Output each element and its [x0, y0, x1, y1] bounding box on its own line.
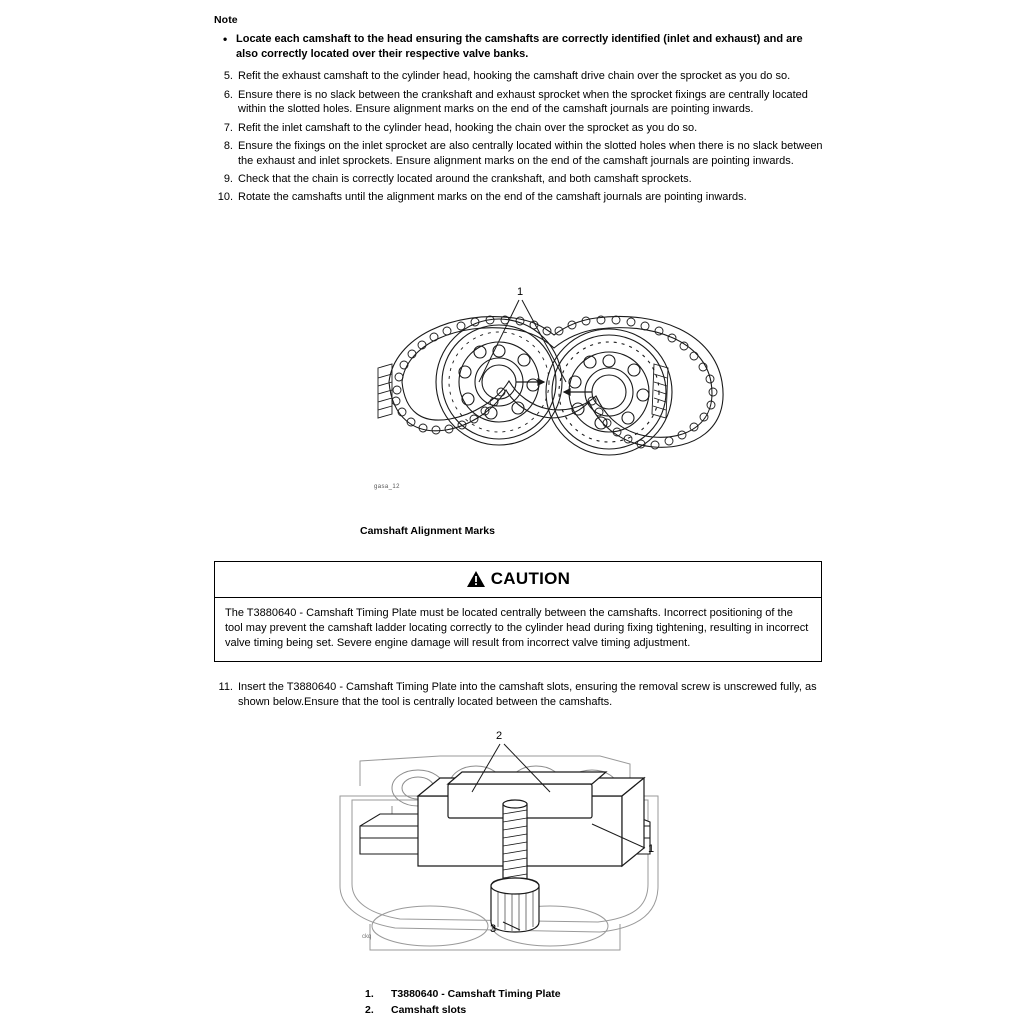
list-item	[214, 69, 824, 84]
caution-header	[215, 562, 821, 598]
figure2-legend	[365, 986, 815, 1019]
step-text: Refit the inlet camshaft to the cylinder head, hooking the chain over the sprocket as you do so.	[238, 121, 698, 134]
list-item	[214, 172, 824, 187]
timing-plate-diagram	[300, 726, 740, 956]
step-number: 10.	[217, 191, 233, 204]
step-number: 5.	[223, 70, 233, 83]
list-item	[214, 139, 824, 169]
step-number: 8.	[223, 139, 233, 152]
list-item: • Locate each camshaft to the head ensuring the camshafts are correctly identified (inlet and exhaust) and are also correctly located over their respective valve banks.	[236, 32, 824, 61]
figure1-caption: Camshaft Alignment Marks	[360, 525, 495, 537]
legend-number: 1.	[365, 988, 374, 1000]
step-text: Insert the T3880640 - Camshaft Timing Plate into the camshaft slots, ensuring the removal screw is unscrewed fully, as shown below.Ensure that the tool is centrally located between the camshafts.	[238, 681, 817, 708]
step-11-block	[214, 680, 824, 713]
figure2-callout-1: 1	[648, 843, 655, 855]
list-item	[214, 190, 824, 205]
figure1-callout-1: 1	[517, 286, 524, 298]
step-number: 9.	[223, 172, 233, 185]
step-text: Ensure there is no slack between the crankshaft and exhaust sprocket when the sprocket fixings are centrally located within the slotted holes. Ensure alignment marks on the end of the camshaft journals are pointing inwards.	[238, 88, 808, 116]
camshaft-alignment-diagram	[214, 282, 824, 512]
figure2-callout-3: 3	[490, 923, 497, 935]
legend-text: Camshaft slots	[391, 1004, 467, 1017]
step-number: 7.	[223, 121, 233, 134]
caution-title: CAUTION	[490, 569, 571, 588]
list-item	[214, 121, 824, 136]
figure2-file-tag: ckq	[362, 934, 372, 940]
note-bullet-list	[214, 32, 824, 61]
step-text: Refit the exhaust camshaft to the cylinder head, hooking the camshaft drive chain over the sprocket as you do so.	[238, 70, 791, 83]
step-text: Rotate the camshafts until the alignment marks on the end of the camshaft journals are pointing inwards.	[238, 191, 747, 204]
list-item	[365, 986, 815, 1002]
legend-number: 2.	[365, 1004, 374, 1017]
list-item	[214, 680, 824, 710]
figure1-file-tag: gasa_12	[374, 484, 400, 490]
figure-camshaft-alignment	[214, 282, 824, 512]
figure-camshaft-timing-plate	[300, 726, 740, 956]
figure2-callout-2: 2	[496, 730, 503, 742]
note-heading: Note	[214, 14, 238, 26]
step-number: 11.	[218, 681, 233, 693]
step-text: Check that the chain is correctly located around the crankshaft, and both camshaft sprockets.	[238, 172, 692, 185]
list-item	[214, 88, 824, 118]
legend-text: T3880640 - Camshaft Timing Plate	[391, 988, 561, 1000]
numbered-step-list	[214, 69, 824, 205]
step-text: Ensure the fixings on the inlet sprocket are also centrally located within the slotted holes when there is no slack between the exhaust and inlet sprockets. Ensure alignment marks on the end of the camshaft journals are pointing inwards.	[238, 139, 823, 167]
instructions-block	[214, 14, 824, 209]
step-number: 6.	[223, 88, 233, 101]
list-item	[365, 1002, 815, 1018]
caution-box	[214, 561, 822, 662]
warning-triangle-icon	[466, 570, 486, 588]
caution-body: The T3880640 - Camshaft Timing Plate must be located centrally between the camshafts. Incorrect positioning of the tool may prevent the camshaft ladder locating correctly to the cylinder head during fixing tightening, resulting in incorrect valve timing being set. Severe engine damage will result from incorrect valve timing adjustment.	[225, 607, 809, 649]
